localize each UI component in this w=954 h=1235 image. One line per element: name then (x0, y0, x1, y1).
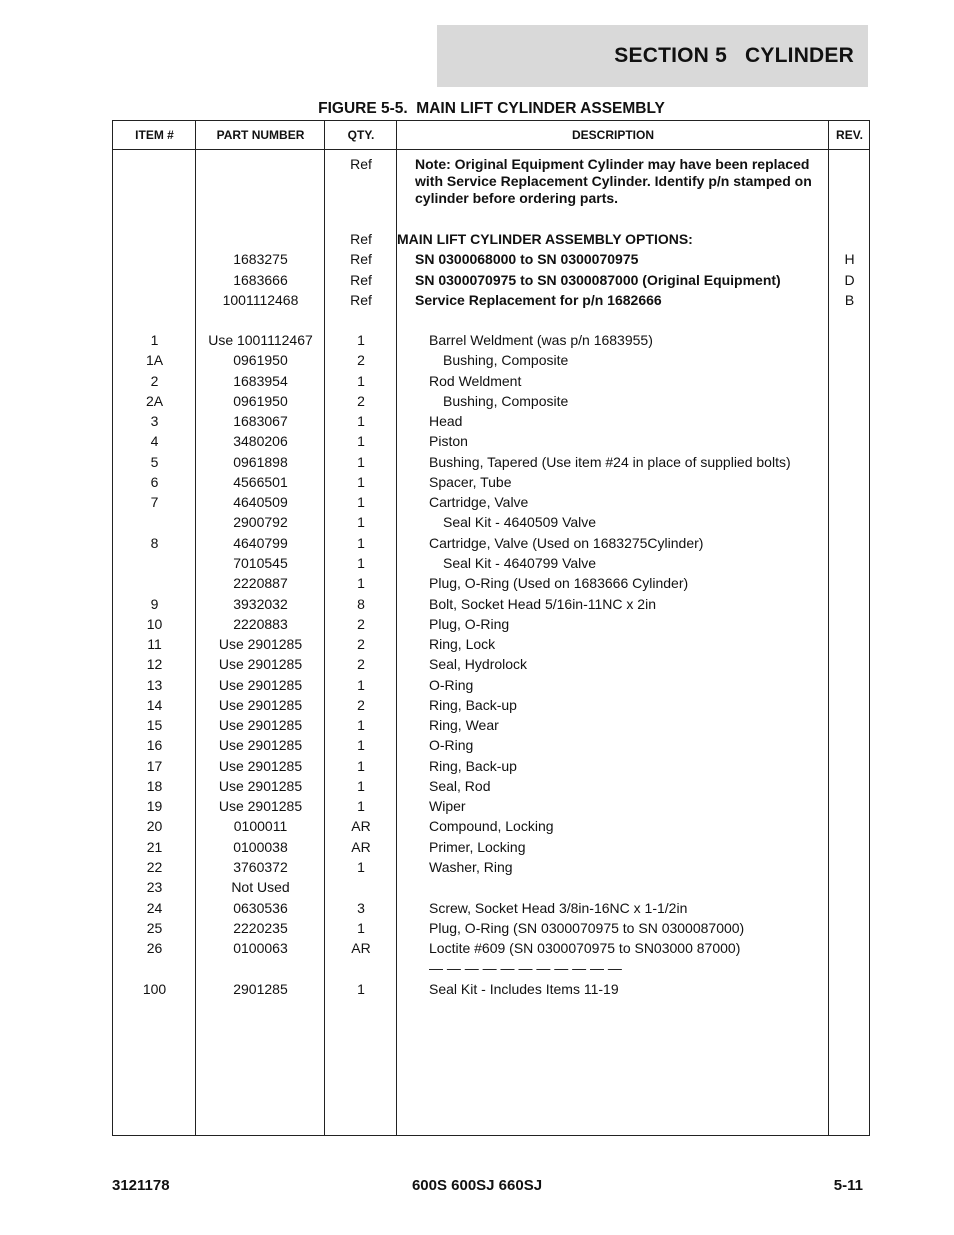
description-line: Ring, Wear (429, 717, 499, 733)
quantity: Ref (350, 156, 372, 172)
quantity: 2 (357, 352, 365, 368)
quantity: Ref (350, 231, 372, 247)
item-number: 16 (146, 737, 163, 753)
part-number: 4640799 (233, 535, 288, 551)
table-row (113, 373, 869, 393)
description-line: Seal Kit - 4640799 Valve (443, 555, 597, 571)
table-row (113, 960, 869, 980)
description (397, 433, 861, 450)
table-row (113, 413, 869, 433)
description (397, 616, 861, 633)
item-number: 12 (146, 656, 163, 672)
quantity: 1 (357, 494, 365, 510)
item-number: 26 (146, 940, 163, 956)
description-line: Seal, Hydrolock (429, 656, 528, 672)
description-line: Washer, Ring (429, 859, 513, 875)
table-row (113, 677, 869, 697)
header-qty: QTY. (347, 128, 375, 142)
quantity: 1 (357, 758, 365, 774)
description-line: Spacer, Tube (429, 474, 512, 490)
description-line: MAIN LIFT CYLINDER ASSEMBLY OPTIONS: (397, 231, 693, 247)
quantity: Ref (350, 272, 372, 288)
description (397, 413, 861, 430)
part-number: Use 2901285 (218, 656, 303, 672)
quantity: 1 (357, 737, 365, 753)
quantity: 1 (357, 433, 365, 449)
table-row (113, 879, 869, 899)
description (397, 778, 861, 795)
table-row (113, 251, 869, 271)
description-line: Compound, Locking (429, 818, 554, 834)
quantity: 1 (357, 677, 365, 693)
description (397, 981, 861, 998)
description-line: Note: Original Equipment Cylinder may have been replaced (415, 156, 810, 172)
item-number: 4 (150, 433, 159, 449)
quantity: 1 (357, 454, 365, 470)
description-line: Seal Kit - 4640509 Valve (443, 514, 597, 530)
item-number: 7 (150, 494, 159, 510)
description (397, 494, 861, 511)
item-number: 2A (145, 393, 164, 409)
part-number: Use 2901285 (218, 737, 303, 753)
description-line: Bushing, Composite (443, 393, 569, 409)
quantity: 2 (357, 616, 365, 632)
description (397, 636, 861, 653)
table-row (113, 535, 869, 555)
description (397, 818, 861, 835)
description-line: Plug, O-Ring (Used on 1683666 Cylinder) (429, 575, 689, 591)
item-number: 15 (146, 717, 163, 733)
quantity: 1 (357, 535, 365, 551)
description (397, 920, 861, 937)
header-description: DESCRIPTION (571, 128, 654, 142)
description (397, 332, 861, 349)
description-line: SN 0300070975 to SN 0300087000 (Original Equipment) (415, 272, 781, 288)
part-number: Use 1001112467 (208, 332, 313, 348)
part-number: 0961898 (233, 454, 288, 470)
description (397, 156, 847, 207)
item-number: 22 (146, 859, 163, 875)
part-number: 4566501 (233, 474, 288, 490)
description-line: Piston (429, 433, 468, 449)
header-rev: REV. (836, 128, 863, 142)
description-line: SN 0300068000 to SN 0300070975 (415, 251, 639, 267)
part-number: 2220235 (233, 920, 288, 936)
item-number: 25 (146, 920, 163, 936)
table-row (113, 433, 869, 453)
table-row (113, 636, 869, 656)
description (397, 454, 861, 471)
part-number: 2220887 (233, 575, 288, 591)
item-number: 19 (146, 798, 163, 814)
table-row (113, 575, 869, 595)
item-number: 14 (146, 697, 163, 713)
item-number: 18 (146, 778, 163, 794)
table-row (113, 920, 869, 940)
revision: H (844, 251, 855, 267)
description-line: with Service Replacement Cylinder. Identify p/n stamped on (415, 173, 812, 189)
description (397, 231, 829, 248)
description (397, 960, 861, 977)
description (397, 900, 861, 917)
quantity: 3 (357, 900, 365, 916)
part-number: 2901285 (233, 981, 288, 997)
description (397, 575, 861, 592)
table-row (113, 656, 869, 676)
item-number: 100 (142, 981, 167, 997)
description-line: Primer, Locking (429, 839, 526, 855)
table-row (113, 900, 869, 920)
table-row (113, 156, 869, 211)
description (397, 697, 861, 714)
table-row (113, 616, 869, 636)
description-line: O-Ring (429, 677, 474, 693)
item-number: 6 (150, 474, 159, 490)
description-line: Bolt, Socket Head 5/16in-11NC x 2in (429, 596, 656, 612)
part-number: 1683067 (233, 413, 288, 429)
part-number: 0100011 (233, 818, 288, 834)
quantity: AR (351, 940, 371, 956)
item-number: 9 (150, 596, 159, 612)
part-number: 0100063 (233, 940, 288, 956)
part-number: Use 2901285 (218, 636, 303, 652)
description-line: Ring, Back-up (429, 697, 517, 713)
part-number: Use 2901285 (218, 717, 303, 733)
part-number: 0961950 (233, 352, 288, 368)
item-number: 20 (146, 818, 163, 834)
item-number: 21 (146, 839, 163, 855)
description (397, 555, 875, 572)
description-line: Cartridge, Valve (429, 494, 529, 510)
quantity: 1 (357, 474, 365, 490)
description-line: Cartridge, Valve (Used on 1683275Cylinder) (429, 535, 704, 551)
description (397, 839, 861, 856)
parts-table (112, 120, 870, 1136)
part-number: Use 2901285 (218, 798, 303, 814)
quantity: 2 (357, 636, 365, 652)
table-row (113, 758, 869, 778)
table-row (113, 981, 869, 1001)
description (397, 940, 861, 957)
item-number: 11 (147, 636, 162, 652)
item-number: 1A (145, 352, 164, 368)
description-line: cylinder before ordering parts. (415, 190, 619, 206)
table-row (113, 393, 869, 413)
item-number: 10 (146, 616, 163, 632)
part-number: Use 2901285 (218, 778, 303, 794)
description (397, 292, 847, 309)
quantity: Ref (350, 251, 372, 267)
description-line: Seal Kit - Includes Items 11-19 (429, 981, 619, 997)
description (397, 352, 875, 369)
footer-doc-number: 3121178 (112, 1177, 170, 1194)
table-row (113, 859, 869, 879)
item-number: 3 (150, 413, 159, 429)
description (397, 251, 847, 268)
quantity: 1 (357, 981, 365, 997)
quantity: AR (351, 839, 371, 855)
revision: B (844, 292, 855, 308)
part-number: 3760372 (233, 859, 288, 875)
part-number: Not Used (231, 879, 290, 895)
footer-models: 600S 600SJ 660SJ (411, 1177, 543, 1194)
quantity: Ref (350, 292, 372, 308)
description-line: Plug, O-Ring (SN 0300070975 to SN 0300087000) (429, 920, 745, 936)
description-line: Plug, O-Ring (429, 616, 510, 632)
description-line: Service Replacement for p/n 1682666 (415, 292, 662, 308)
quantity: 2 (357, 697, 365, 713)
item-number: 23 (146, 879, 163, 895)
table-row (113, 555, 869, 575)
description-line: Ring, Back-up (429, 758, 517, 774)
quantity: 1 (357, 575, 365, 591)
description (397, 758, 861, 775)
description (397, 535, 861, 552)
item-number: 24 (146, 900, 163, 916)
part-number: 1683666 (233, 272, 288, 288)
quantity: 8 (357, 596, 365, 612)
table-row (113, 514, 869, 534)
table-row (113, 798, 869, 818)
description-line: Bushing, Tapered (Use item #24 in place of supplied bolts) (429, 454, 791, 470)
quantity: 1 (357, 920, 365, 936)
description-line: Head (429, 413, 463, 429)
table-row (113, 778, 869, 798)
table-row (113, 940, 869, 960)
section-header (437, 25, 868, 87)
part-number: 1683275 (233, 251, 288, 267)
table-row (113, 292, 869, 312)
part-number: 4640509 (233, 494, 288, 510)
table-row (113, 818, 869, 838)
part-number: 1001112468 (222, 292, 299, 308)
part-number: Use 2901285 (218, 697, 303, 713)
description (397, 859, 861, 876)
part-number: 3932032 (233, 596, 288, 612)
description-line: O-Ring (429, 737, 474, 753)
quantity: 1 (357, 859, 365, 875)
item-number: 1 (150, 332, 159, 348)
table-row (113, 737, 869, 757)
quantity: 2 (357, 393, 365, 409)
revision: D (844, 272, 855, 288)
part-number: 2900792 (233, 514, 288, 530)
description (397, 373, 861, 390)
description (397, 474, 861, 491)
quantity: 1 (357, 332, 365, 348)
part-number: 1683954 (233, 373, 288, 389)
quantity: 1 (357, 373, 365, 389)
table-row (113, 454, 869, 474)
part-number: Use 2901285 (218, 758, 303, 774)
description (397, 596, 861, 613)
part-number: 3480206 (233, 433, 288, 449)
quantity: 1 (357, 798, 365, 814)
item-number: 13 (146, 677, 163, 693)
description-line: Ring, Lock (429, 636, 496, 652)
description-line: Rod Weldment (429, 373, 522, 389)
description (397, 798, 861, 815)
description (397, 656, 861, 673)
figure-title: FIGURE 5-5. MAIN LIFT CYLINDER ASSEMBLY (318, 100, 665, 117)
section-title: SECTION 5 CYLINDER (614, 44, 854, 67)
item-number: 5 (150, 454, 159, 470)
description-line: Barrel Weldment (was p/n 1683955) (429, 332, 653, 348)
part-number: 7010545 (233, 555, 288, 571)
description-line: Screw, Socket Head 3/8in-16NC x 1-1/2in (429, 900, 688, 916)
quantity: AR (351, 818, 371, 834)
table-row (113, 596, 869, 616)
item-number: 17 (146, 758, 163, 774)
table-row (113, 332, 869, 352)
quantity: 1 (357, 778, 365, 794)
description (397, 514, 875, 531)
description (397, 393, 875, 410)
item-number: 2 (150, 373, 159, 389)
table-row (113, 697, 869, 717)
part-number: 2220883 (233, 616, 288, 632)
description (397, 717, 861, 734)
table-row (113, 717, 869, 737)
description-line: — — — — — — — — — — — (429, 960, 622, 976)
item-number: 8 (150, 535, 159, 551)
part-number: Use 2901285 (218, 677, 303, 693)
header-item: ITEM # (135, 128, 174, 142)
description-line: Loctite #609 (SN 0300070975 to SN03000 87000) (429, 940, 741, 956)
description-line: Seal, Rod (429, 778, 491, 794)
table-header-row (113, 121, 869, 150)
quantity: 1 (357, 555, 365, 571)
table-row (113, 272, 869, 292)
part-number: 0100038 (233, 839, 288, 855)
part-number: 0961950 (233, 393, 288, 409)
quantity: 1 (357, 514, 365, 530)
description (397, 677, 861, 694)
quantity: 1 (357, 413, 365, 429)
table-row (113, 839, 869, 859)
table-row (113, 231, 869, 251)
table-row (113, 352, 869, 372)
table-row (113, 494, 869, 514)
part-number: 0630536 (233, 900, 288, 916)
footer-page-number: 5-11 (833, 1177, 863, 1194)
table-row (113, 474, 869, 494)
description (397, 737, 861, 754)
description (397, 272, 847, 289)
description-line: Bushing, Composite (443, 352, 569, 368)
description-line: Wiper (429, 798, 466, 814)
quantity: 2 (357, 656, 365, 672)
quantity: 1 (357, 717, 365, 733)
header-part-number: PART NUMBER (216, 128, 305, 142)
